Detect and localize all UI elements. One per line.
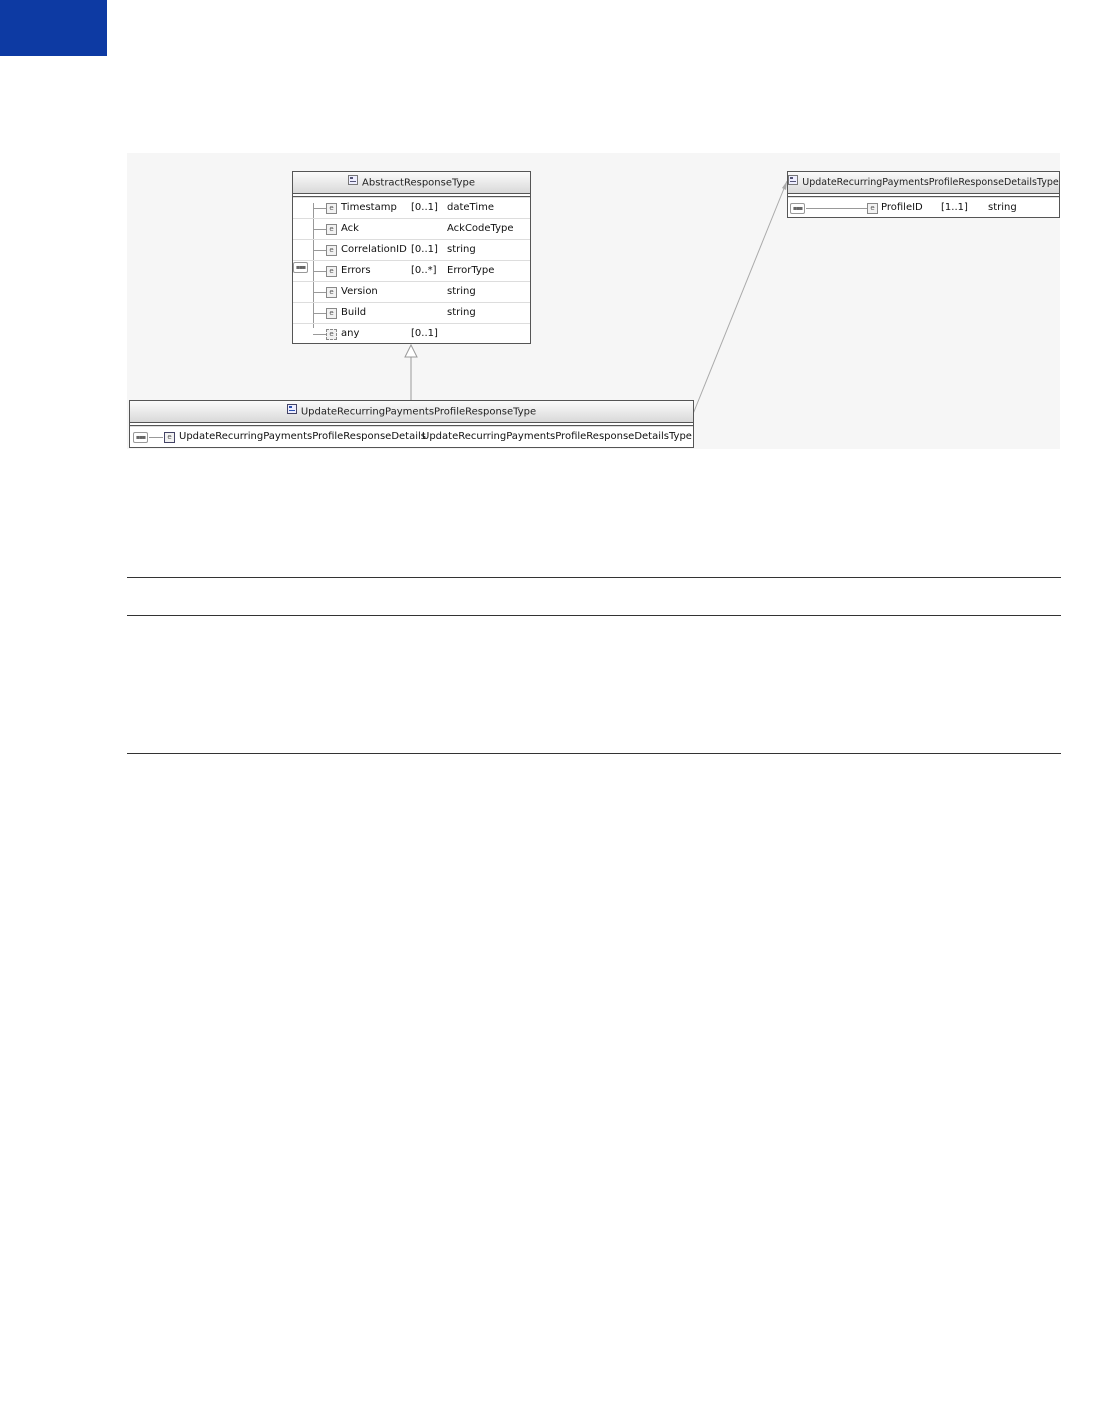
box-title: AbstractResponseType [362, 177, 475, 189]
field-name: CorrelationID [341, 244, 407, 255]
field-row-response-details[interactable] [130, 426, 693, 447]
table-rule-bottom [127, 753, 1061, 754]
field-row-ack[interactable] [293, 218, 530, 239]
tree-branch [313, 208, 326, 209]
element-icon: e [326, 308, 337, 319]
element-icon: e [326, 245, 337, 256]
details-type-box [787, 171, 1060, 218]
field-cardinality: [0..1] [411, 202, 438, 213]
any-wildcard-icon: e [326, 329, 337, 340]
field-name: ProfileID [881, 202, 923, 213]
element-icon: e [326, 224, 337, 235]
field-row-version[interactable] [293, 281, 530, 302]
tree-branch [806, 208, 867, 209]
element-icon: e [164, 432, 175, 443]
tree-branch [149, 437, 163, 438]
field-cardinality: [0..*] [411, 265, 437, 276]
box-header [788, 172, 1059, 194]
field-name: Errors [341, 265, 371, 276]
complex-type-icon [348, 172, 358, 193]
field-type: ErrorType [447, 265, 495, 276]
box-title: UpdateRecurringPaymentsProfileResponseDetailsType [802, 177, 1059, 188]
box-title: UpdateRecurringPaymentsProfileResponseType [300, 406, 537, 418]
field-row-any[interactable] [293, 323, 530, 344]
field-row-build[interactable] [293, 302, 530, 323]
tree-branch [313, 292, 326, 293]
field-cardinality: [0..1] [411, 328, 438, 339]
diagram-connectors [0, 0, 1116, 460]
box-header [130, 401, 693, 423]
field-cardinality: [0..1] [411, 244, 438, 255]
field-row-timestamp[interactable] [293, 197, 530, 218]
tree-branch [313, 229, 326, 230]
tree-branch [313, 334, 326, 335]
element-icon: e [326, 287, 337, 298]
sequence-icon[interactable]: ▪▪▪ [790, 203, 805, 214]
sequence-icon[interactable]: ▪▪▪ [133, 432, 148, 443]
field-type: UpdateRecurringPaymentsProfileResponseDetailsType [422, 431, 692, 442]
field-type: AckCodeType [447, 223, 514, 234]
tree-branch [313, 271, 326, 272]
element-icon: e [326, 203, 337, 214]
field-name: Ack [341, 223, 359, 234]
table-rule-header [127, 615, 1061, 616]
field-row-profileid[interactable] [788, 197, 1059, 218]
field-name: Version [341, 286, 378, 297]
field-type: string [447, 307, 476, 318]
element-icon: e [326, 266, 337, 277]
complex-type-icon [287, 401, 297, 422]
inheritance-arrow-icon [405, 345, 417, 357]
field-name: Timestamp [341, 202, 397, 213]
response-type-box [129, 400, 694, 448]
field-type: dateTime [447, 202, 495, 213]
complex-type-icon [788, 172, 798, 193]
tree-branch [313, 250, 326, 251]
field-name: Build [341, 307, 367, 318]
details-connector-line [693, 181, 787, 414]
abstract-response-type-box [292, 171, 531, 344]
sequence-icon[interactable]: ▪▪▪ [293, 262, 308, 273]
field-row-errors[interactable] [293, 260, 530, 281]
field-type: string [447, 286, 476, 297]
box-header [293, 172, 530, 194]
field-type: string [988, 202, 1017, 213]
field-name: UpdateRecurringPaymentsProfileResponseDetails [179, 431, 426, 442]
tree-branch [313, 313, 326, 314]
field-cardinality: [1..1] [941, 202, 968, 213]
field-type: string [447, 244, 476, 255]
field-row-correlationid[interactable] [293, 239, 530, 260]
element-icon: e [867, 203, 878, 214]
table-rule-top [127, 577, 1061, 578]
field-name: any [341, 328, 360, 339]
